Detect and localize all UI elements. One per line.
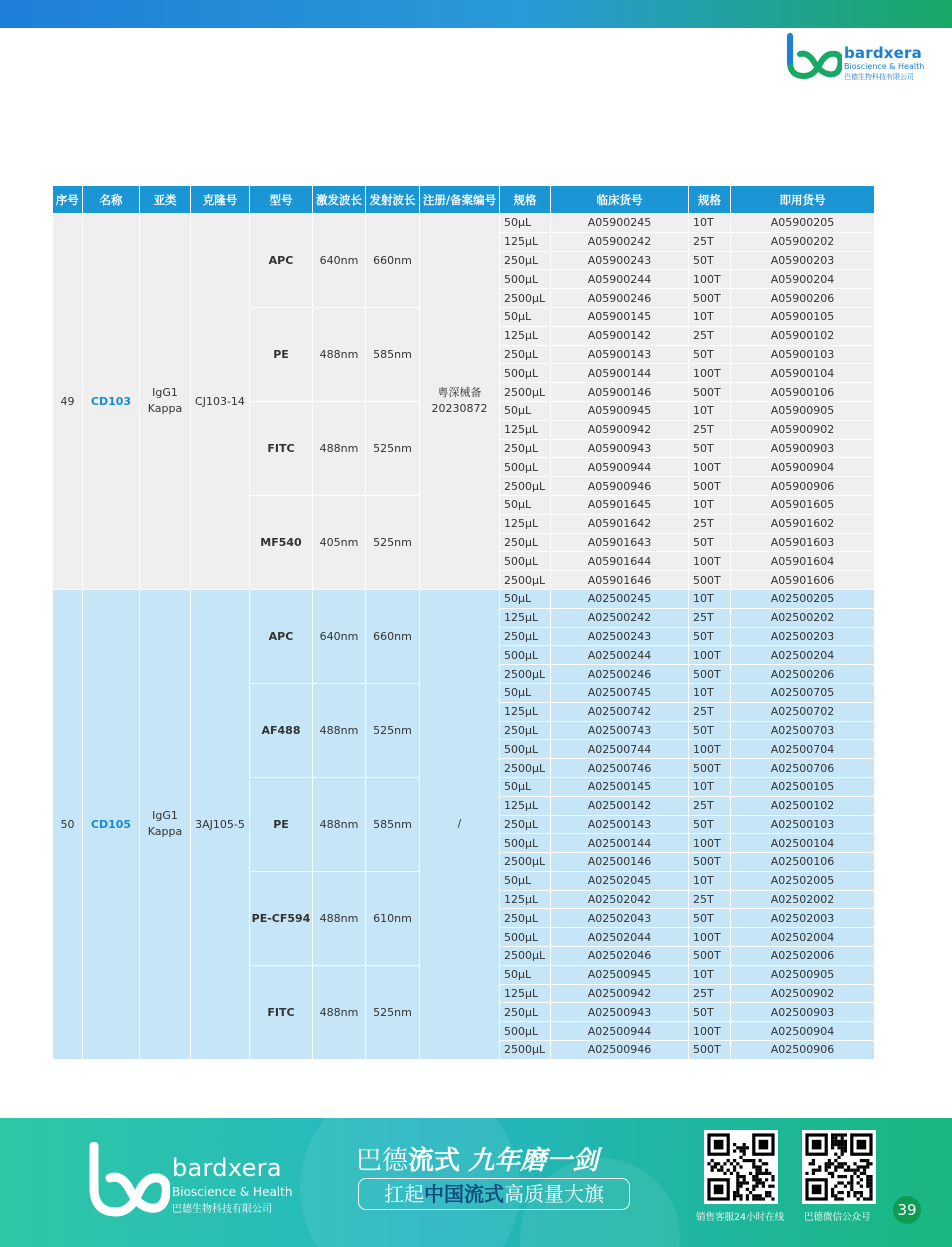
cell-ready-no: A02500204	[731, 646, 875, 665]
cell-spec: 125μL	[500, 702, 551, 721]
cell-ready-no: A05901604	[731, 552, 875, 571]
col-header-subclass: 亚类	[140, 186, 191, 214]
cell-spec2: 10T	[689, 683, 731, 702]
cell-ready-no: A02500705	[731, 683, 875, 702]
cell-clinical-no: A02500944	[551, 1022, 689, 1041]
cell-clinical-no: A02502044	[551, 928, 689, 947]
cell-ready-no: A05900202	[731, 232, 875, 251]
cell-clone: CJ103-14	[191, 214, 250, 590]
col-header-model: 型号	[250, 186, 313, 214]
cell-subclass: IgG1 Kappa	[140, 589, 191, 1059]
cell-clinical-no: A05900142	[551, 326, 689, 345]
cell-spec: 500μL	[500, 740, 551, 759]
cell-spec: 125μL	[500, 420, 551, 439]
cell-spec: 250μL	[500, 1003, 551, 1022]
cell-clinical-no: A02500242	[551, 608, 689, 627]
cell-ready-no: A05900903	[731, 439, 875, 458]
cell-reg: 粤深械备 20230872	[420, 214, 500, 590]
cell-spec2: 500T	[689, 665, 731, 684]
cell-spec: 125μL	[500, 890, 551, 909]
cell-ready-no: A02500702	[731, 702, 875, 721]
cell-spec: 2500μL	[500, 477, 551, 496]
cell-ready-no: A05900106	[731, 383, 875, 402]
cell-ready-no: A05901605	[731, 495, 875, 514]
cell-clinical-no: A02500946	[551, 1041, 689, 1060]
footer-brand-cn: 巴德生物科技有限公司	[172, 1204, 272, 1215]
cell-spec: 125μL	[500, 796, 551, 815]
cell-spec2: 25T	[689, 514, 731, 533]
cell-spec2: 10T	[689, 307, 731, 326]
cell-clinical-no: A02500744	[551, 740, 689, 759]
cell-ready-no: A05900904	[731, 458, 875, 477]
col-header-name: 名称	[83, 186, 140, 214]
cell-model: PE	[250, 307, 313, 401]
bardxera-logo-icon	[86, 1142, 170, 1222]
cell-spec: 500μL	[500, 928, 551, 947]
slogan1-c: 九年磨一剑	[468, 1146, 599, 1176]
cell-clinical-no: A02500745	[551, 683, 689, 702]
cell-spec2: 100T	[689, 270, 731, 289]
cell-ready-no: A02500203	[731, 627, 875, 646]
slogan1-b: 流式	[408, 1146, 461, 1176]
cell-clinical-no: A05900242	[551, 232, 689, 251]
cell-spec2: 25T	[689, 420, 731, 439]
cell-spec2: 50T	[689, 251, 731, 270]
cell-spec: 250μL	[500, 909, 551, 928]
cell-em: 525nm	[366, 965, 420, 1059]
cell-ready-no: A02500902	[731, 984, 875, 1003]
cell-spec2: 100T	[689, 364, 731, 383]
product-table	[52, 186, 875, 1060]
cell-clinical-no: A05900245	[551, 214, 689, 233]
cell-ready-no: A02502004	[731, 928, 875, 947]
cell-ready-no: A02500906	[731, 1041, 875, 1060]
col-header-ready-no: 即用货号	[731, 186, 875, 214]
cell-clone: 3AJ105-5	[191, 589, 250, 1059]
cell-ex: 488nm	[313, 683, 366, 777]
cell-clinical-no: A02500243	[551, 627, 689, 646]
cell-ready-no: A05900206	[731, 289, 875, 308]
brand-name: bardxera	[844, 44, 922, 62]
qr2-label: 巴德微信公众号	[804, 1212, 871, 1223]
cell-spec2: 10T	[689, 495, 731, 514]
cell-spec: 50μL	[500, 777, 551, 796]
cell-spec: 2500μL	[500, 383, 551, 402]
cell-ex: 488nm	[313, 777, 366, 871]
cell-spec2: 10T	[689, 214, 731, 233]
col-header-no: 序号	[53, 186, 83, 214]
cell-spec: 50μL	[500, 401, 551, 420]
cell-spec2: 50T	[689, 533, 731, 552]
cell-clinical-no: A05901646	[551, 571, 689, 590]
cell-em: 585nm	[366, 777, 420, 871]
cell-spec2: 50T	[689, 721, 731, 740]
table-row	[53, 589, 875, 608]
cell-spec: 500μL	[500, 1022, 551, 1041]
cell-clinical-no: A05900243	[551, 251, 689, 270]
slogan-line1	[356, 1140, 598, 1177]
cell-spec: 500μL	[500, 458, 551, 477]
cell-spec2: 500T	[689, 1041, 731, 1060]
cell-name: CD103	[83, 214, 140, 590]
col-header-clone: 克隆号	[191, 186, 250, 214]
cell-spec2: 500T	[689, 571, 731, 590]
cell-spec2: 50T	[689, 345, 731, 364]
cell-spec: 250μL	[500, 627, 551, 646]
cell-ready-no: A02500206	[731, 665, 875, 684]
brand-en: Bioscience & Health	[844, 62, 925, 71]
col-header-clinical-no: 临床货号	[551, 186, 689, 214]
cell-spec2: 500T	[689, 853, 731, 872]
cell-clinical-no: A02500245	[551, 589, 689, 608]
cell-spec: 125μL	[500, 984, 551, 1003]
cell-em: 660nm	[366, 589, 420, 683]
cell-clinical-no: A02500942	[551, 984, 689, 1003]
col-header-reg: 注册/备案编号	[420, 186, 500, 214]
cell-spec: 250μL	[500, 533, 551, 552]
cell-clinical-no: A02500246	[551, 665, 689, 684]
cell-ready-no: A02500102	[731, 796, 875, 815]
footer-brand-en: Bioscience & Health	[172, 1185, 293, 1199]
cell-ready-no: A02500706	[731, 759, 875, 778]
cell-clinical-no: A02500742	[551, 702, 689, 721]
cell-model: AF488	[250, 683, 313, 777]
top-banner	[0, 0, 952, 28]
cell-spec2: 50T	[689, 815, 731, 834]
cell-ready-no: A05900905	[731, 401, 875, 420]
cell-spec: 250μL	[500, 815, 551, 834]
slogan2-a: 扛起	[384, 1182, 424, 1206]
cell-spec2: 25T	[689, 326, 731, 345]
cell-clinical-no: A05900244	[551, 270, 689, 289]
cell-ex: 488nm	[313, 307, 366, 401]
cell-ex: 640nm	[313, 214, 366, 308]
cell-clinical-no: A05900144	[551, 364, 689, 383]
cell-spec: 500μL	[500, 270, 551, 289]
cell-spec2: 500T	[689, 947, 731, 966]
cell-spec: 125μL	[500, 326, 551, 345]
brand-cn: 巴德生物科技有限公司	[844, 73, 914, 81]
footer-brand-name: bardxera	[172, 1154, 282, 1182]
cell-spec2: 100T	[689, 740, 731, 759]
table-row	[53, 214, 875, 233]
cell-clinical-no: A05900943	[551, 439, 689, 458]
cell-model: PE	[250, 777, 313, 871]
cell-em: 525nm	[366, 495, 420, 589]
cell-clinical-no: A05900143	[551, 345, 689, 364]
cell-clinical-no: A02500144	[551, 834, 689, 853]
cell-ready-no: A05900906	[731, 477, 875, 496]
cell-spec: 50μL	[500, 589, 551, 608]
cell-spec2: 50T	[689, 439, 731, 458]
cell-clinical-no: A05900946	[551, 477, 689, 496]
cell-ready-no: A05901606	[731, 571, 875, 590]
cell-ex: 488nm	[313, 401, 366, 495]
cell-model: APC	[250, 589, 313, 683]
table-header-row	[53, 186, 875, 214]
cell-spec2: 100T	[689, 1022, 731, 1041]
cell-ready-no: A02500905	[731, 965, 875, 984]
cell-clinical-no: A02500943	[551, 1003, 689, 1022]
cell-clinical-no: A02500945	[551, 965, 689, 984]
slogan2-c: 高质量大旗	[504, 1182, 604, 1206]
cell-clinical-no: A02502042	[551, 890, 689, 909]
cell-spec2: 25T	[689, 984, 731, 1003]
cell-ready-no: A05900203	[731, 251, 875, 270]
cell-spec: 2500μL	[500, 759, 551, 778]
col-header-em: 发射波长	[366, 186, 420, 214]
cell-spec: 2500μL	[500, 665, 551, 684]
cell-ready-no: A02500904	[731, 1022, 875, 1041]
cell-spec: 2500μL	[500, 1041, 551, 1060]
cell-model: MF540	[250, 495, 313, 589]
footer-logo	[86, 1142, 293, 1222]
cell-reg: /	[420, 589, 500, 1059]
cell-ready-no: A05901602	[731, 514, 875, 533]
cell-name: CD105	[83, 589, 140, 1059]
cell-spec2: 50T	[689, 909, 731, 928]
cell-clinical-no: A05901644	[551, 552, 689, 571]
cell-spec: 50μL	[500, 965, 551, 984]
cell-spec2: 10T	[689, 401, 731, 420]
cell-spec2: 100T	[689, 458, 731, 477]
cell-clinical-no: A05900944	[551, 458, 689, 477]
cell-ex: 488nm	[313, 871, 366, 965]
cell-spec: 2500μL	[500, 571, 551, 590]
col-header-spec: 规格	[500, 186, 551, 214]
slogan2-b: 中国流式	[424, 1182, 504, 1206]
col-header-ex: 激发波长	[313, 186, 366, 214]
col-header-spec2: 规格	[689, 186, 731, 214]
cell-clinical-no: A02500746	[551, 759, 689, 778]
cell-em: 525nm	[366, 401, 420, 495]
cell-spec2: 50T	[689, 1003, 731, 1022]
cell-spec2: 25T	[689, 232, 731, 251]
cell-ready-no: A05900104	[731, 364, 875, 383]
cell-ready-no: A05900204	[731, 270, 875, 289]
cell-model: FITC	[250, 401, 313, 495]
cell-spec: 125μL	[500, 514, 551, 533]
cell-clinical-no: A05900146	[551, 383, 689, 402]
cell-spec2: 100T	[689, 552, 731, 571]
qr-code-icon	[802, 1130, 876, 1204]
cell-spec2: 25T	[689, 702, 731, 721]
cell-spec2: 500T	[689, 477, 731, 496]
cell-spec: 125μL	[500, 232, 551, 251]
cell-spec2: 10T	[689, 871, 731, 890]
cell-clinical-no: A02500143	[551, 815, 689, 834]
cell-clinical-no: A05900145	[551, 307, 689, 326]
qr1-label: 销售客服24小时在线	[696, 1212, 785, 1223]
cell-clinical-no: A05901645	[551, 495, 689, 514]
cell-spec2: 10T	[689, 589, 731, 608]
cell-spec2: 100T	[689, 646, 731, 665]
cell-no: 49	[53, 214, 83, 590]
cell-ex: 405nm	[313, 495, 366, 589]
cell-spec: 50μL	[500, 683, 551, 702]
cell-clinical-no: A05900945	[551, 401, 689, 420]
cell-clinical-no: A05901643	[551, 533, 689, 552]
cell-spec: 250μL	[500, 721, 551, 740]
cell-ex: 488nm	[313, 965, 366, 1059]
cell-ready-no: A05900102	[731, 326, 875, 345]
cell-clinical-no: A05900246	[551, 289, 689, 308]
cell-ready-no: A02500103	[731, 815, 875, 834]
cell-ready-no: A05900902	[731, 420, 875, 439]
cell-spec2: 10T	[689, 965, 731, 984]
cell-em: 660nm	[366, 214, 420, 308]
cell-ready-no: A02500205	[731, 589, 875, 608]
cell-ready-no: A05900103	[731, 345, 875, 364]
cell-spec: 500μL	[500, 834, 551, 853]
slogan1-a: 巴德	[356, 1146, 409, 1176]
cell-spec2: 25T	[689, 890, 731, 909]
cell-spec2: 25T	[689, 608, 731, 627]
cell-spec: 250μL	[500, 345, 551, 364]
cell-spec: 50μL	[500, 307, 551, 326]
cell-subclass: IgG1 Kappa	[140, 214, 191, 590]
cell-spec2: 10T	[689, 777, 731, 796]
slogan-line2	[358, 1178, 630, 1210]
cell-spec: 50μL	[500, 871, 551, 890]
cell-ready-no: A02500105	[731, 777, 875, 796]
cell-spec: 2500μL	[500, 853, 551, 872]
cell-clinical-no: A02502046	[551, 947, 689, 966]
cell-clinical-no: A05900942	[551, 420, 689, 439]
cell-model: APC	[250, 214, 313, 308]
cell-clinical-no: A02500244	[551, 646, 689, 665]
cell-spec: 2500μL	[500, 947, 551, 966]
cell-ready-no: A02500703	[731, 721, 875, 740]
cell-ex: 640nm	[313, 589, 366, 683]
cell-spec2: 500T	[689, 289, 731, 308]
cell-model: PE-CF594	[250, 871, 313, 965]
cell-clinical-no: A02500142	[551, 796, 689, 815]
cell-ready-no: A02500106	[731, 853, 875, 872]
cell-clinical-no: A02500146	[551, 853, 689, 872]
cell-clinical-no: A02500145	[551, 777, 689, 796]
cell-spec2: 25T	[689, 796, 731, 815]
cell-spec2: 100T	[689, 834, 731, 853]
cell-ready-no: A02500903	[731, 1003, 875, 1022]
cell-spec2: 500T	[689, 383, 731, 402]
cell-spec2: 100T	[689, 928, 731, 947]
footer-banner	[0, 1118, 952, 1247]
cell-ready-no: A02500104	[731, 834, 875, 853]
cell-spec: 500μL	[500, 646, 551, 665]
cell-clinical-no: A02500743	[551, 721, 689, 740]
cell-ready-no: A02502003	[731, 909, 875, 928]
cell-ready-no: A02500202	[731, 608, 875, 627]
cell-spec2: 500T	[689, 759, 731, 778]
cell-no: 50	[53, 589, 83, 1059]
cell-ready-no: A05900205	[731, 214, 875, 233]
qr-code-icon	[704, 1130, 778, 1204]
cell-ready-no: A05901603	[731, 533, 875, 552]
cell-spec: 125μL	[500, 608, 551, 627]
cell-em: 525nm	[366, 683, 420, 777]
cell-spec: 50μL	[500, 495, 551, 514]
cell-spec: 250μL	[500, 251, 551, 270]
cell-spec: 2500μL	[500, 289, 551, 308]
cell-model: FITC	[250, 965, 313, 1059]
cell-clinical-no: A02502045	[551, 871, 689, 890]
cell-em: 585nm	[366, 307, 420, 401]
cell-ready-no: A02502006	[731, 947, 875, 966]
cell-spec: 500μL	[500, 364, 551, 383]
cell-ready-no: A05900105	[731, 307, 875, 326]
table-body	[53, 214, 875, 1060]
page-number: 39	[893, 1196, 921, 1224]
cell-spec2: 50T	[689, 627, 731, 646]
header-logo	[784, 32, 934, 82]
cell-em: 610nm	[366, 871, 420, 965]
cell-clinical-no: A02502043	[551, 909, 689, 928]
cell-spec: 250μL	[500, 439, 551, 458]
cell-clinical-no: A05901642	[551, 514, 689, 533]
cell-ready-no: A02502005	[731, 871, 875, 890]
cell-spec: 500μL	[500, 552, 551, 571]
cell-ready-no: A02500704	[731, 740, 875, 759]
cell-ready-no: A02502002	[731, 890, 875, 909]
bardxera-logo-icon	[784, 32, 842, 82]
cell-spec: 50μL	[500, 214, 551, 233]
